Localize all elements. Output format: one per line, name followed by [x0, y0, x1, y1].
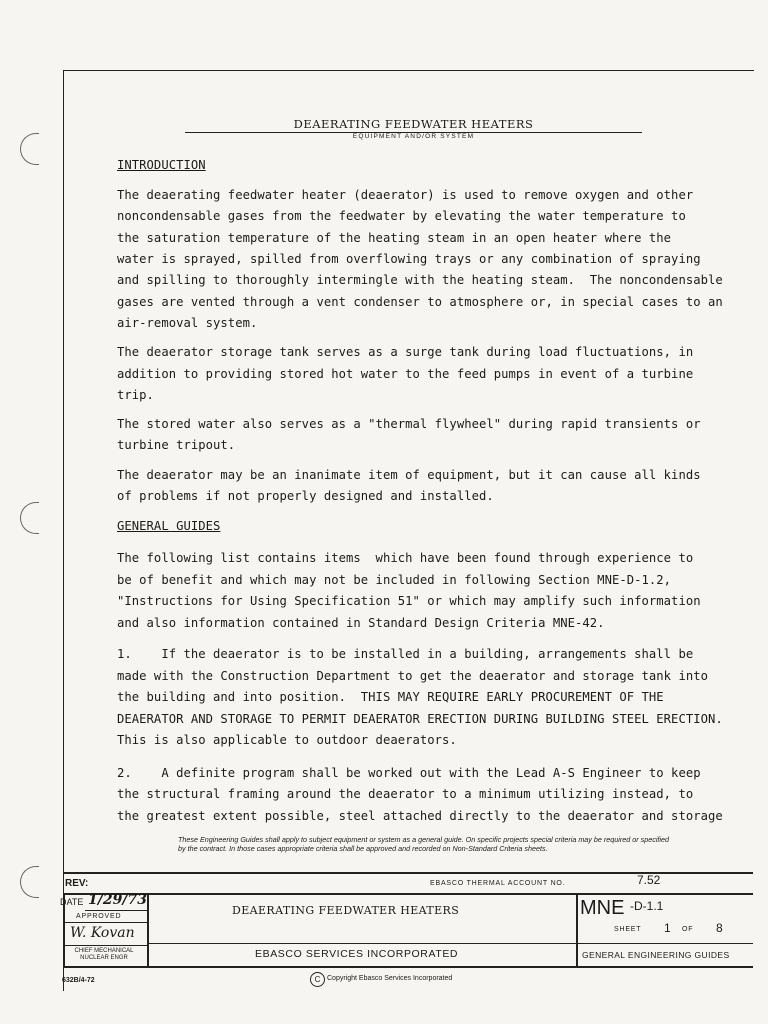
doc-number-suffix: -D-1.1 — [630, 899, 664, 913]
text-line: water is sprayed, spilled from overflowing trays or any combination of spraying — [117, 252, 701, 266]
text-line: This is also applicable to outdoor deaerators. — [117, 733, 457, 747]
approved-label: APPROVED — [76, 913, 122, 920]
title-block-doc-title: DEAERATING FEEDWATER HEATERS — [232, 904, 460, 917]
text-line: The deaerating feedwater heater (deaerator) is used to remove oxygen and other — [117, 188, 694, 202]
sheet-total: 8 — [716, 921, 723, 935]
binder-hole-bottom — [20, 866, 39, 898]
text-line: The following list contains items which have been found through experience to — [117, 551, 694, 565]
section-heading: GENERAL GUIDES — [117, 519, 221, 533]
document-subtitle: EQUIPMENT AND/OR SYSTEM — [352, 133, 475, 140]
rev-label: REV: — [65, 878, 89, 889]
date-underline — [85, 910, 147, 911]
binder-hole-top — [20, 133, 39, 165]
text-line: addition to providing stored hot water to the feed pumps in event of a turbine — [117, 367, 694, 381]
doc-number-cell-border — [576, 893, 578, 966]
text-line: gases are vented through a vent condenser to atmosphere or, in special cases to an — [117, 295, 723, 309]
document-header — [185, 117, 642, 140]
sheet-number: 1 — [664, 921, 671, 935]
form-number: 632B/4-72 — [62, 977, 95, 984]
text-line: air-removal system. — [117, 316, 258, 330]
sheet-of-label: OF — [682, 926, 694, 933]
text-line: and spilling to thoroughly intermingle with the heating steam. The noncondensable — [117, 273, 723, 287]
text-line: The stored water also serves as a "thermal flywheel" during rapid transients or — [117, 417, 701, 431]
text-line: "Instructions for Using Specification 51" or which may amplify such information — [117, 594, 701, 608]
chief-engineer-label: CHIEF MECHANICAL NUCLEAR ENGR — [74, 948, 134, 961]
text-line: the saturation temperature of the heating steam in an open heater where the — [117, 231, 672, 245]
copyright-text: Copyright Ebasco Services Incorporated — [327, 975, 453, 982]
guides-label: GENERAL ENGINEERING GUIDES — [582, 950, 730, 960]
signature-rule — [63, 945, 147, 946]
signature: W. Kovan — [70, 925, 135, 941]
text-line: the structural framing around the deaerator to a minimum utilizing instead, to — [117, 787, 694, 801]
company-name: EBASCO SERVICES INCORPORATED — [255, 948, 459, 960]
text-line: of problems if not properly designed and installed. — [117, 489, 494, 503]
text-line: 2. A definite program shall be worked out with the Lead A-S Engineer to keep — [117, 766, 701, 780]
company-rule — [147, 943, 753, 944]
text-line: noncondensable gases from the feedwater by elevating the water temperature to — [117, 209, 686, 223]
text-line: the building and into position. THIS MAY REQUIRE EARLY PROCUREMENT OF THE — [117, 690, 664, 704]
section-heading: INTRODUCTION — [117, 158, 206, 172]
copyright-symbol: C — [314, 975, 321, 984]
date-value: 1/29/73 — [88, 892, 147, 908]
title-block-bottom-rule — [63, 966, 753, 968]
account-number: 7.52 — [637, 873, 661, 887]
text-line: made with the Construction Department to get the deaerator and storage tank into — [117, 669, 708, 683]
text-line: 1. If the deaerator is to be installed in a building, arrangements shall be — [117, 647, 694, 661]
text-line: DEAERATOR AND STORAGE TO PERMIT DEAERATOR ERECTION DURING BUILDING STEEL ERECTION. — [117, 712, 723, 726]
title-block-mid-rule — [63, 893, 753, 895]
approval-rule — [63, 922, 147, 923]
text-line: be of benefit and which may not be included in following Section MNE-D-1.2, — [117, 573, 672, 587]
doc-number-prefix: MNE — [580, 897, 625, 919]
text-line: The deaerator storage tank serves as a surge tank during load fluctuations, in — [117, 345, 694, 359]
document-title: DEAERATING FEEDWATER HEATERS — [293, 117, 534, 131]
text-line: trip. — [117, 388, 154, 402]
text-line: turbine tripout. — [117, 438, 236, 452]
account-label: EBASCO THERMAL ACCOUNT NO. — [430, 880, 566, 887]
text-line: The deaerator may be an inanimate item of equipment, but it can cause all kinds — [117, 468, 701, 482]
text-line: the greatest extent possible, steel attached directly to the deaerator and storage — [117, 809, 723, 823]
footnote: These Engineering Guides shall apply to subject equipment or system as a general guide. On specific projects special criteria may be required or specified by the contract. In those cases appropriate criteria shall be approved and recorded on Non-Standard Criteria sheets. — [178, 835, 670, 853]
binder-hole-middle — [20, 502, 39, 534]
approval-cell-border-right — [147, 893, 149, 966]
text-line: and also information contained in Standard Design Criteria MNE-42. — [117, 616, 605, 630]
sheet-label: SHEET — [614, 926, 642, 933]
date-label: DATE — [60, 897, 84, 907]
copyright-icon — [310, 972, 325, 987]
